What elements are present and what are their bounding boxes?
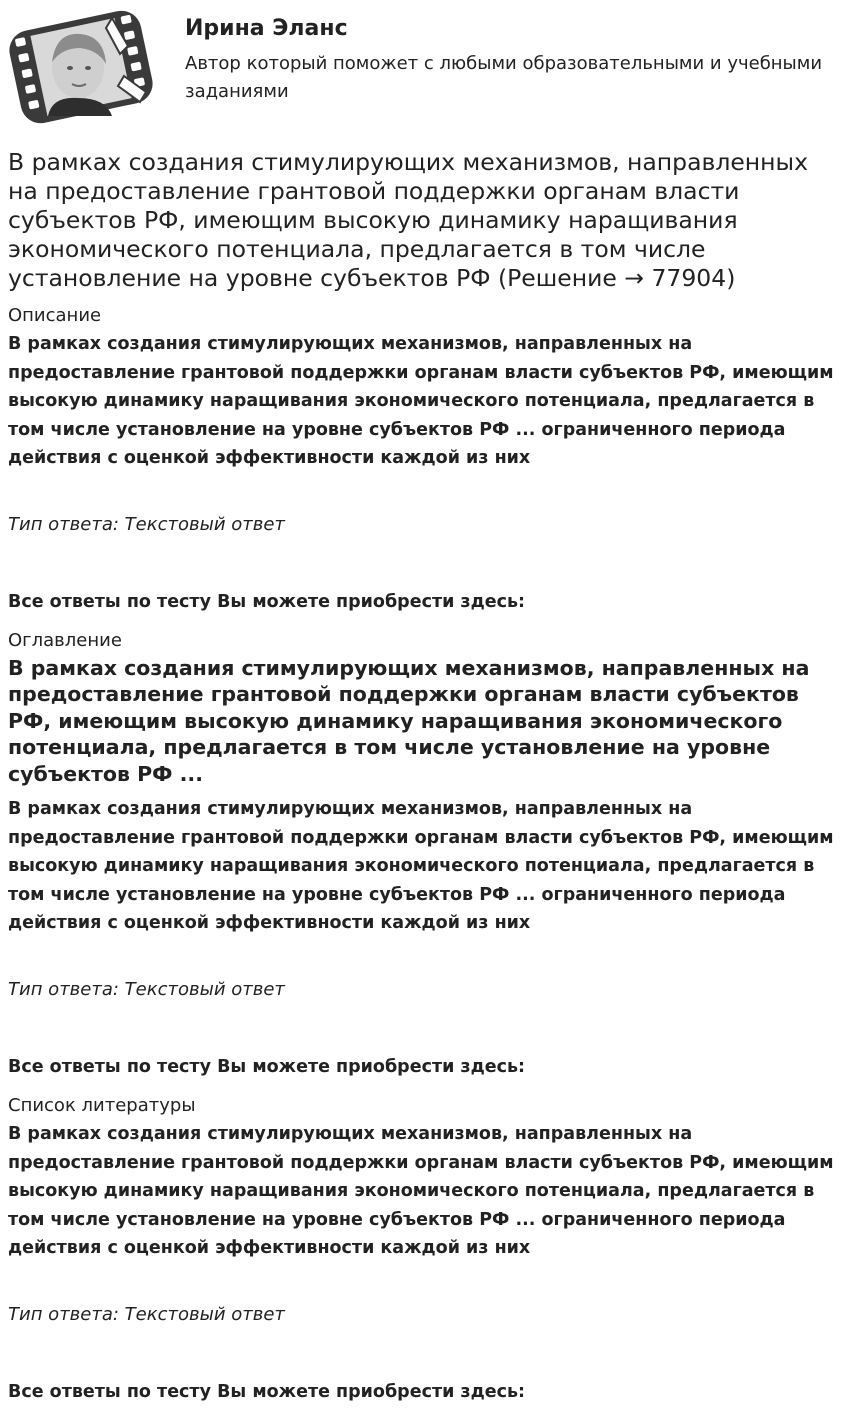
author-name[interactable]: Ирина Эланс <box>185 16 348 41</box>
author-description: Автор который поможет с любыми образовательными и учебными заданиями <box>185 53 823 102</box>
description-answer-type: Тип ответа: Текстовый ответ <box>8 514 285 535</box>
page-title: В рамках создания стимулирующих механизмов, направленных на предоставление грантовой поддержки органам власти субъектов РФ, имеющим высокую динамику наращивания экономического потенциала, предлагается в том числе установление на уровне субъектов РФ (Решение → 77904) <box>8 148 808 292</box>
author-avatar[interactable] <box>8 6 154 128</box>
literature-label: Список литературы <box>8 1095 196 1116</box>
description-label: Описание <box>8 305 102 326</box>
toc-text: В рамках создания стимулирующих механизмов, направленных на предоставление грантовой поддержки органам власти субъектов РФ, имеющим высокую динамику наращивания экономического потенциала, предлагается в том числе установление на уровне субъектов РФ ... ограниченного периода действия с оценкой эффективности каждой из них <box>8 799 834 934</box>
toc-buy-link[interactable]: Все ответы по тесту Вы можете приобрести здесь: <box>8 1057 526 1077</box>
description-buy-link[interactable]: Все ответы по тесту Вы можете приобрести здесь: <box>8 592 526 612</box>
toc-label: Оглавление <box>8 630 122 651</box>
toc-answer-type: Тип ответа: Текстовый ответ <box>8 979 285 1000</box>
literature-buy-link[interactable]: Все ответы по тесту Вы можете приобрести здесь: <box>8 1382 526 1402</box>
literature-text: В рамках создания стимулирующих механизмов, направленных на предоставление грантовой поддержки органам власти субъектов РФ, имеющим высокую динамику наращивания экономического потенциала, предлагается в том числе установление на уровне субъектов РФ ... ограниченного периода действия с оценкой эффективности каждой из них <box>8 1124 834 1259</box>
description-text: В рамках создания стимулирующих механизмов, направленных на предоставление грантовой поддержки органам власти субъектов РФ, имеющим высокую динамику наращивания экономического потенциала, предлагается в том числе установление на уровне субъектов РФ ... ограниченного периода действия с оценкой эффективности каждой из них <box>8 334 834 469</box>
literature-answer-type: Тип ответа: Текстовый ответ <box>8 1304 285 1325</box>
toc-heading: В рамках создания стимулирующих механизмов, направленных на предоставление грантовой поддержки органам власти субъектов РФ, имеющим высокую динамику наращивания экономического потенциала, предлагается в том числе установление на уровне субъектов РФ ... <box>8 656 810 786</box>
author-card <box>8 6 838 130</box>
